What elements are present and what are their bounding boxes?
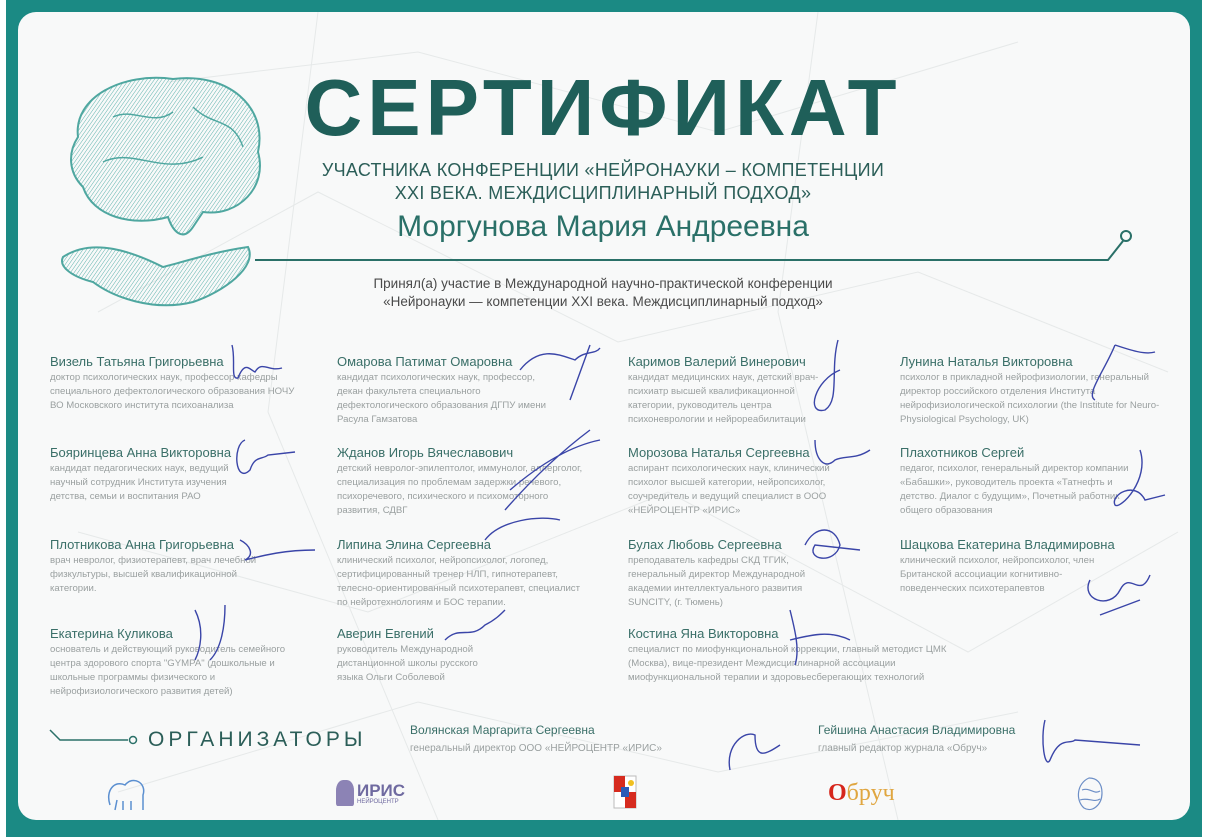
speaker-name: Омарова Патимат Омаровна bbox=[337, 354, 513, 369]
speaker-desc: основатель и действующий руководитель семейного центра здорового спорта "GYMPA" (дошкольные и школьные программы физического и нейрофизиологического развития детей) bbox=[50, 644, 286, 697]
organizer-card bbox=[410, 723, 662, 754]
speaker-name: Булах Любовь Сергеевна bbox=[628, 537, 782, 552]
organizers-connector bbox=[48, 728, 143, 748]
speaker-desc: руководитель Международной дистанционной школы русского языка Ольги Соболевой bbox=[337, 644, 478, 683]
organizer-card bbox=[818, 723, 1015, 754]
speaker-card bbox=[628, 354, 908, 427]
organizers-title: ОРГАНИЗАТОРЫ bbox=[148, 728, 367, 751]
speaker-name: Екатерина Куликова bbox=[50, 626, 173, 641]
speaker-desc: детский невролог-эпилептолог, иммунолог, аллерголог, специализация по проблемам задержки речевого, психоречевого, психического и психомоторного развития, СДВГ bbox=[337, 463, 583, 516]
speaker-name: Визель Татьяна Григорьевна bbox=[50, 354, 224, 369]
speaker-desc: специалист по миофункциональной коррекции, главный методист ЦМК (Москва), вице-президент Междисциплинарной ассоциации миофункциональной терапии и здоровьесберегающих технологий bbox=[628, 644, 947, 683]
speaker-name: Каримов Валерий Винерович bbox=[628, 354, 806, 369]
speaker-desc: клинический психолог, нейропсихолог, член Британской ассоциации когнитивно-поведенческих психотерапевтов bbox=[900, 555, 1095, 594]
speaker-desc: клинический психолог, нейропсихолог, логопед, сертифицированный тренер НЛП, гипнотерапевт, телесно-ориентированный психотерапевт, специалист по нейротехнологиям и БОС терапии. bbox=[337, 555, 580, 608]
iris-logo-name: ИРИС bbox=[357, 780, 406, 800]
speaker-desc: врач невролог, физиотерапевт, врач лечебной физкультуры, высшей квалификационной категории. bbox=[50, 555, 257, 594]
speaker-desc: кандидат педагогических наук, ведущий научный сотрудник Института изучения детства, семьи и воспитания РАО bbox=[50, 463, 229, 502]
speaker-card bbox=[628, 445, 908, 518]
speaker-card bbox=[50, 445, 330, 504]
speaker-name: Костина Яна Викторовна bbox=[628, 626, 779, 641]
obruch-logo bbox=[828, 780, 895, 807]
speaker-card bbox=[50, 354, 330, 413]
speaker-card bbox=[337, 445, 617, 518]
participant-name: Моргунова Мария Андреевна bbox=[397, 210, 809, 243]
obruch-logo-o: О bbox=[828, 780, 847, 806]
organizer-desc: генеральный директор ООО «НЕЙРОЦЕНТР «ИРИС» bbox=[410, 743, 662, 754]
speaker-card bbox=[50, 626, 330, 699]
iris-logo bbox=[336, 780, 405, 806]
speaker-card bbox=[337, 537, 617, 610]
speaker-desc: доктор психологических наук, профессор кафедры специального дефектологического образования НОЧУ ВО Московского института психоанализа bbox=[50, 372, 295, 411]
speaker-card bbox=[900, 354, 1180, 427]
speaker-name: Шацкова Екатерина Владимировна bbox=[900, 537, 1115, 552]
speaker-desc: кандидат медицинских наук, детский врач-психиатр высшей квалификационной категории, руководитель центра психоневрологии и нейрореабилитации bbox=[628, 372, 819, 425]
speaker-card bbox=[900, 537, 1180, 596]
iris-flower-icon bbox=[336, 780, 354, 806]
speaker-card bbox=[900, 445, 1180, 518]
speaker-card bbox=[50, 537, 330, 596]
speaker-name: Лунина Наталья Викторовна bbox=[900, 354, 1073, 369]
speaker-card bbox=[628, 537, 908, 610]
speaker-desc: психолог в прикладной нейрофизиологии, генеральный директор российского отделения Института нейрофизиологической психологии (the Institute for Neuro-Physiological Psychology, UK) bbox=[900, 372, 1160, 425]
bear-logo-icon bbox=[105, 775, 150, 815]
organizer-name: Волянская Маргарита Сергеевна bbox=[410, 723, 595, 737]
speaker-name: Морозова Наталья Сергеевна bbox=[628, 445, 810, 460]
speaker-desc: кандидат психологических наук, профессор, декан факультета специального дефектологического образования ДГПУ имени Расула Гамзатова bbox=[337, 372, 546, 425]
speaker-name: Липина Элина Сергеевна bbox=[337, 537, 491, 552]
speaker-desc: аспирант психологических наук, клинический психолог высшей категории, нейропсихолог, соучредитель и ведущий специалист в ООО «НЕЙРОЦЕНТР «ИРИС» bbox=[628, 463, 830, 516]
speaker-name: Аверин Евгений bbox=[337, 626, 434, 641]
organizer-name: Гейшина Анастасия Владимировна bbox=[818, 723, 1016, 737]
speaker-name: Бояринцева Анна Викторовна bbox=[50, 445, 232, 460]
speaker-desc: преподаватель кафедры СКД ТГИК, генеральный директор Международной академии интеллектуального развития SUNCITY, (г. Тюмень) bbox=[628, 555, 806, 608]
brain-logo-icon bbox=[1072, 775, 1106, 813]
speaker-name: Плотникова Анна Григорьевна bbox=[50, 537, 234, 552]
statement-line-2: «Нейронауки — компетенции XXI века. Междисциплинарный подход» bbox=[383, 294, 823, 309]
speaker-card bbox=[628, 626, 948, 685]
speaker-card bbox=[337, 626, 617, 685]
organizer-desc: главный редактор журнала «Обруч» bbox=[818, 743, 988, 754]
coat-of-arms-icon bbox=[613, 775, 637, 809]
speaker-desc: педагог, психолог, генеральный директор компании «Бабашки», руководитель проекта «Татнефть и детство. Диалог с будущим», Почетный работник общего образования bbox=[900, 463, 1129, 516]
speaker-card bbox=[337, 354, 617, 427]
subtitle-line-2: XXI ВЕКА. МЕЖДИСЦИПЛИНАРНЫЙ ПОДХОД» bbox=[394, 183, 812, 203]
obruch-logo-rest: бруч bbox=[846, 780, 895, 806]
certificate-title: СЕРТИФИКАТ bbox=[304, 63, 902, 152]
speaker-name: Жданов Игорь Вячеславович bbox=[337, 445, 514, 460]
iris-logo-sub: НЕЙРОЦЕНТР bbox=[357, 798, 399, 805]
name-underline bbox=[250, 225, 1140, 267]
subtitle-line-1: УЧАСТНИКА КОНФЕРЕНЦИИ «НЕЙРОНАУКИ – КОМПЕТЕНЦИИ bbox=[321, 160, 885, 180]
statement-line-1: Принял(а) участие в Международной научно-практической конференции bbox=[373, 276, 833, 291]
speaker-name: Плахотников Сергей bbox=[900, 445, 1025, 460]
